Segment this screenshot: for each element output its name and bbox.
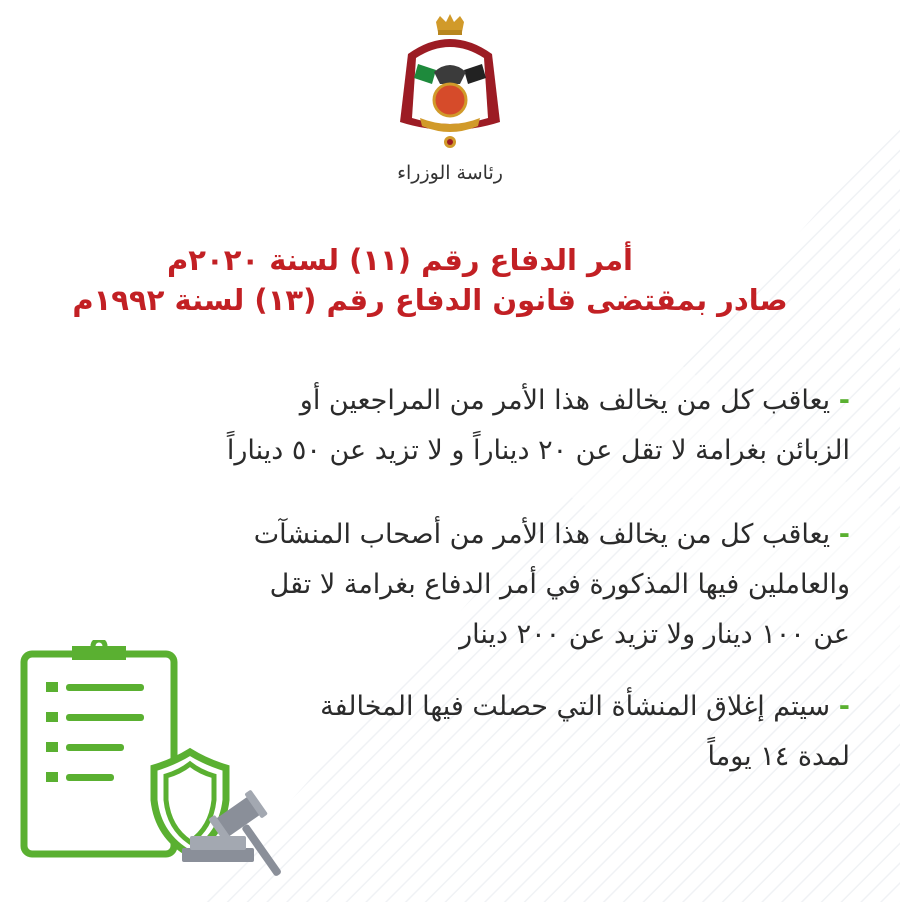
- list-item-line: عن ١٠٠ دينار ولا تزيد عن ٢٠٠ دينار: [459, 619, 850, 650]
- list-item-line: يعاقب كل من يخالف هذا الأمر من المراجعين أو: [299, 385, 831, 416]
- list-item: [320, 682, 850, 782]
- list-item-line: لمدة ١٤ يوماً: [707, 741, 850, 772]
- list-item: [254, 510, 850, 660]
- list-item-line: سيتم إغلاق المنشأة التي حصلت فيها المخالفة: [320, 691, 831, 722]
- clipboard-icon: [24, 640, 174, 854]
- title-line-2: صادر بمقتضى قانون الدفاع رقم (١٣) لسنة ١٩٩٢م: [72, 283, 788, 317]
- bullet-dash: -: [838, 691, 850, 722]
- list-item-line: الزبائن بغرامة لا تقل عن ٢٠ ديناراً و لا تزيد عن ٥٠ ديناراً: [226, 435, 850, 466]
- list-item-line: والعاملين فيها المذكورة في أمر الدفاع بغرامة لا تقل: [269, 569, 850, 600]
- clipboard-shield-gavel-icon: [14, 640, 314, 880]
- jordan-coat-of-arms-icon: [388, 14, 512, 164]
- list-item: [227, 376, 850, 476]
- title-block: [40, 240, 820, 320]
- bullet-dash: -: [838, 385, 850, 416]
- list-item-line: يعاقب كل من يخالف هذا الأمر من أصحاب المنشآت: [253, 519, 831, 550]
- bullet-dash: -: [838, 519, 850, 550]
- prime-ministry-wordmark: رئاسة الوزراء: [397, 162, 503, 184]
- title-line-1: أمر الدفاع رقم (١١) لسنة ٢٠٢٠م: [167, 243, 633, 277]
